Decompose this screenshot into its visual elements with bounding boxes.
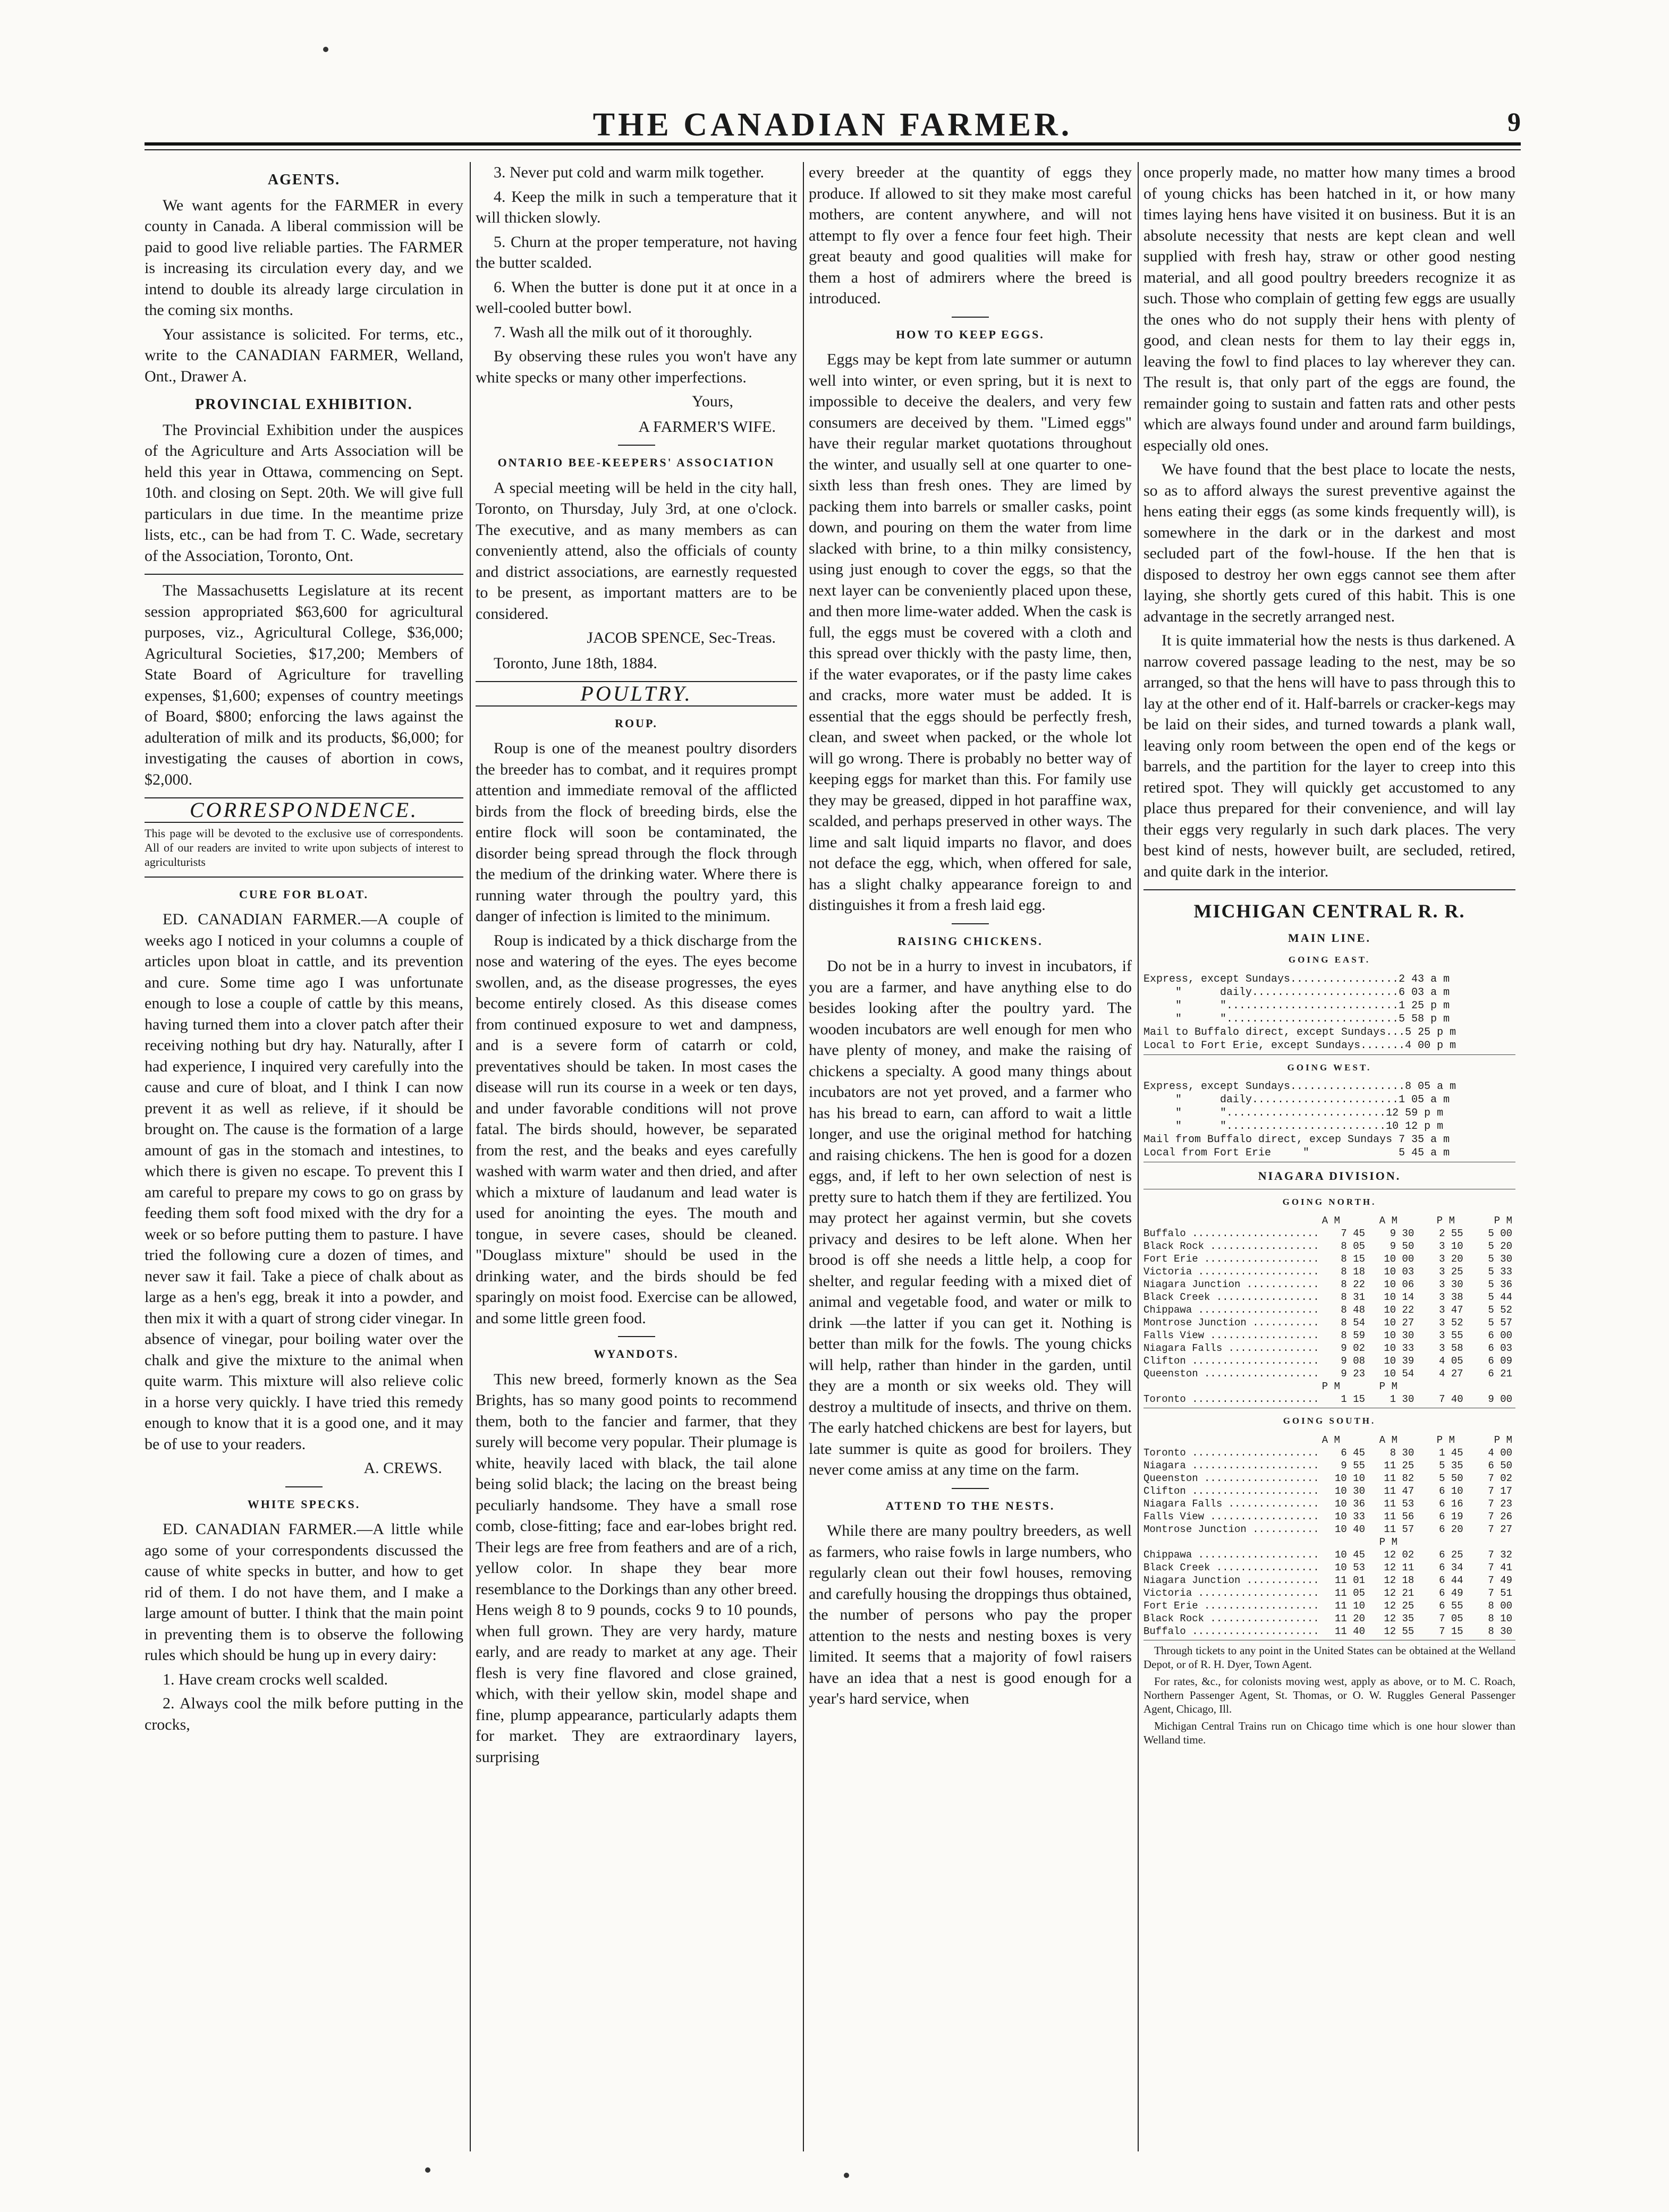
section-rule (1143, 889, 1515, 890)
departure-time: 8 31 (1341, 1291, 1365, 1303)
departure-time: 10 22 (1384, 1304, 1414, 1316)
departure-time: 7 27 (1488, 1523, 1513, 1535)
column-1 (145, 162, 463, 2151)
short-rule (952, 317, 989, 318)
nests-continued: once properly made, no matter how many times a brood of young chicks has been hatched in it, or how many times laying hens have visited it on business. But it is an absolute necessity that nests are kept clean and well supplied with fresh hay, straw or other good nesting material, and all good poultry breeders recognize it as such. Those who complain of getting few eggs are usually the ones who do not supply their hens with plenty of good, and clean nests for them to lay their eggs in, leaving the fowl to find places to lay wherever they can. The result is, that only part of the eggs are found, the remainder going to sustain and fatten rats and other pests which are always found under and around farm buildings, especially old ones. (1143, 164, 1515, 454)
departure-time: 10 39 (1384, 1355, 1414, 1367)
departure-time: 11 82 (1384, 1472, 1414, 1484)
short-rule (952, 923, 989, 924)
departure-time: 5 50 (1439, 1472, 1463, 1484)
station-name: Fort Erie ................... (1143, 1600, 1319, 1612)
departure-time: 10 14 (1384, 1291, 1414, 1303)
timetable-row (1143, 1393, 1515, 1406)
departure-time: 12 25 (1384, 1600, 1414, 1612)
timetable-row (1143, 1342, 1515, 1355)
departure-time: 6 20 (1439, 1523, 1463, 1535)
departure-time: 8 15 (1341, 1253, 1365, 1265)
section-rule (145, 574, 463, 575)
station-name: Niagara Junction ............ (1143, 1574, 1319, 1586)
timetable-row (1143, 1549, 1515, 1561)
timetable-row (1143, 1587, 1515, 1600)
period-label: P M (1379, 1381, 1397, 1392)
departure-time: P M (1436, 1434, 1455, 1446)
departure-time: 10 27 (1384, 1317, 1414, 1329)
departure-time: 8 00 (1488, 1600, 1513, 1612)
departure-time: 5 57 (1488, 1317, 1513, 1329)
departure-time: 1 15 (1341, 1393, 1365, 1405)
departure-time: 6 55 (1439, 1600, 1463, 1612)
print-speck (844, 2173, 849, 2178)
timetable-note: Michigan Central Trains run on Chicago time which is one hour slower than Welland time. (1143, 1719, 1515, 1746)
agents-paragraph: Your assistance is solicited. For terms, etc., write to the CANADIAN FARMER, Welland, Ont., Drawer A. (145, 325, 463, 385)
period-label: P M (1321, 1381, 1340, 1392)
masthead (145, 106, 1521, 143)
station-name: Falls View .................. (1143, 1510, 1319, 1522)
station-name (1143, 1214, 1286, 1227)
raising-chickens-heading: RAISING CHICKENS. (897, 934, 1043, 948)
departure-time: 5 33 (1488, 1266, 1513, 1278)
niagara-division-heading: NIAGARA DIVISION. (1258, 1169, 1401, 1182)
departure-time: A M (1379, 1434, 1397, 1446)
station-name: Clifton ..................... (1143, 1485, 1319, 1497)
departure-time: 6 44 (1439, 1574, 1463, 1586)
nests-paragraph: It is quite immaterial how the nests is thus darkened. A narrow covered passage leading to the nest, may be so arranged, so that the hens will have to pass through this to lay at the other end of it. Half-barrels or cracker-kegs may be laid on their sides, and turned towards a plank wall, leaving only room between the open end of the kegs or barrels, and the partition for the layer to creep into this retired spot. They will quickly get accustomed to any place thus prepared for their convenience, and will lay their eggs very regularly in such dark places. The very best kind of nests, however built, are secluded, retired, and quite dark in the interior. (1143, 632, 1515, 880)
timetable-row (1143, 1447, 1515, 1459)
timetable-row (1143, 1214, 1515, 1227)
station-name: Queenston ................... (1143, 1472, 1319, 1484)
white-specks-paragraph: ED. CANADIAN FARMER.—A little while ago some of your correspondents discussed the cause of white specks in butter, and how to get rid of them. I do not have them, and I make a large amount of butter. I think that the main point in preventing them is to observe the following rules which should be hung up in every dairy: (145, 1520, 463, 1664)
section-rule (145, 877, 463, 878)
timetable-row (1143, 1498, 1515, 1510)
departure-time: 8 05 (1341, 1240, 1365, 1252)
departure-time: 3 38 (1439, 1291, 1463, 1303)
spacer (1458, 1380, 1515, 1393)
departure-time: 12 55 (1384, 1625, 1414, 1637)
departure-time: 9 00 (1488, 1393, 1513, 1405)
short-rule (618, 445, 655, 446)
timetable-row (1143, 1510, 1515, 1523)
poultry-heading: POULTRY. (476, 681, 797, 707)
departure-time: 3 20 (1439, 1253, 1463, 1265)
departure-time: 1 30 (1390, 1393, 1414, 1405)
short-rule (285, 1486, 323, 1487)
timetable-row (1143, 1316, 1515, 1329)
departure-time: 10 54 (1384, 1368, 1414, 1380)
departure-time: 5 35 (1439, 1459, 1463, 1471)
masthead-title: THE CANADIAN FARMER. (592, 107, 1073, 143)
station-name: Buffalo ..................... (1143, 1625, 1319, 1637)
departure-time: 8 22 (1341, 1279, 1365, 1290)
timetable-row: Express, except Sundays.................2 43 a m (1143, 973, 1450, 985)
departure-time: 9 55 (1341, 1459, 1365, 1471)
departure-time: 7 40 (1439, 1393, 1463, 1405)
departure-time: 10 10 (1334, 1472, 1365, 1484)
departure-time: 7 26 (1488, 1510, 1513, 1522)
timetable-row (1143, 1291, 1515, 1304)
station-name: Niagara ..................... (1143, 1459, 1319, 1471)
departure-time: 6 00 (1488, 1330, 1513, 1341)
timetable-row: Local from Fort Erie " 5 45 a m (1143, 1147, 1450, 1159)
timetable-title: MICHIGAN CENTRAL R. R. (1193, 900, 1465, 922)
print-speck (425, 2167, 430, 2173)
spacer (1286, 1536, 1343, 1549)
column-4 (1143, 162, 1515, 2151)
station-name: Toronto ..................... (1143, 1393, 1319, 1405)
station-name: Niagara Falls ............... (1143, 1498, 1319, 1510)
station-name: Buffalo ..................... (1143, 1228, 1319, 1239)
departure-time: 11 40 (1334, 1625, 1365, 1637)
agents-heading: AGENTS. (267, 172, 341, 188)
dairy-rule: 4. Keep the milk in such a temperature that it will thicken slowly. (476, 188, 797, 226)
departure-time: 4 27 (1439, 1368, 1463, 1380)
white-specks-rule: 2. Always cool the milk before putting in the crocks, (145, 1695, 463, 1733)
departure-time: 7 15 (1439, 1625, 1463, 1637)
agents-paragraph: We want agents for the FARMER in every county in Canada. A liberal commission will be paid to good live reliable parties. The FARMER is increasing its circulation every day, and we intend to double its already large circulation in the coming six months. (145, 196, 463, 319)
timetable-row: " "...........................1 25 p m (1143, 999, 1450, 1012)
timetable-row: Mail to Buffalo direct, except Sundays...5 25 p m (1143, 1026, 1456, 1039)
departure-time: 7 49 (1488, 1574, 1513, 1586)
departure-time: 10 45 (1334, 1549, 1365, 1561)
departure-time: 12 35 (1384, 1612, 1414, 1624)
station-name (1143, 1434, 1286, 1447)
station-name: Clifton ..................... (1143, 1355, 1319, 1367)
timetable-row (1143, 1625, 1515, 1638)
spacer (1458, 1536, 1515, 1549)
wyandots-heading: WYANDOTS. (594, 1347, 679, 1360)
print-speck (323, 47, 328, 52)
departure-time: 5 20 (1488, 1240, 1513, 1252)
timetable-row: " daily.......................6 03 a m (1143, 986, 1450, 999)
departure-time: 11 20 (1334, 1612, 1365, 1624)
departure-time: 5 30 (1488, 1253, 1513, 1265)
departure-time: 6 45 (1341, 1447, 1365, 1459)
departure-time: A M (1379, 1215, 1397, 1227)
departure-time: 7 23 (1488, 1498, 1513, 1510)
departure-time: 1 45 (1439, 1447, 1463, 1459)
roup-heading: ROUP. (615, 716, 658, 730)
departure-time: 10 03 (1384, 1266, 1414, 1278)
column-2 (476, 162, 797, 2151)
departure-time: 6 34 (1439, 1561, 1463, 1573)
main-line-heading: MAIN LINE. (1288, 931, 1371, 945)
departure-time: 3 30 (1439, 1279, 1463, 1290)
timetable-row (1143, 1265, 1515, 1278)
departure-time: 10 30 (1384, 1330, 1414, 1341)
departure-time: 5 52 (1488, 1304, 1513, 1316)
going-north-heading: GOING NORTH. (1282, 1196, 1377, 1207)
departure-time: 8 48 (1341, 1304, 1365, 1316)
table-rule (1143, 1054, 1515, 1055)
page-number: 9 (1507, 107, 1521, 137)
bee-keepers-date: Toronto, June 18th, 1884. (494, 654, 657, 672)
station-name: Chippawa .................... (1143, 1549, 1319, 1561)
yours: Yours, (692, 393, 733, 410)
departure-time: 10 30 (1334, 1485, 1365, 1497)
column-divider (803, 162, 804, 2151)
departure-time: 6 21 (1488, 1368, 1513, 1380)
station-name: Black Creek ................. (1143, 1291, 1319, 1303)
timetable-row (1143, 1329, 1515, 1342)
departure-time: 3 25 (1439, 1266, 1463, 1278)
departure-time: 4 00 (1488, 1447, 1513, 1459)
bee-keepers-signature: JACOB SPENCE, Sec-Treas. (587, 629, 776, 646)
departure-time: 6 50 (1488, 1459, 1513, 1471)
dairy-closing: By observing these rules you won't have any white specks or many other imperfections. (476, 347, 797, 386)
station-name: Toronto ..................... (1143, 1447, 1319, 1459)
provincial-exhibition-heading: PROVINCIAL EXHIBITION. (195, 396, 413, 413)
timetable-row (1143, 1355, 1515, 1367)
short-rule (952, 1488, 989, 1489)
timetable-note: For rates, &c., for colonists moving west, apply as above, or to M. C. Roach, Northern Passenger Agent, St. Thomas, or O. W. Ruggles General Passenger Agent, Chicago, Ill. (1143, 1674, 1515, 1715)
departure-time: 11 25 (1384, 1459, 1414, 1471)
going-east-heading: GOING EAST. (1288, 955, 1371, 965)
departure-time: 10 00 (1384, 1253, 1414, 1265)
departure-time: 10 40 (1334, 1523, 1365, 1535)
spacer (1401, 1380, 1458, 1393)
timetable-row (1143, 1612, 1515, 1625)
departure-time: 7 41 (1488, 1561, 1513, 1573)
masthead-rule-thick (145, 142, 1521, 146)
departure-time: 10 06 (1384, 1279, 1414, 1290)
timetable-row: " ".........................12 59 p m (1143, 1107, 1444, 1119)
attend-nests-paragraph: While there are many poultry breeders, as well as farmers, who raise fowls in large numbers, who regularly clean out their fowl houses, removing and carefully housing the droppings thus obtained, the number of persons who pay the proper attention to the nests and nesting boxes is very limited. It seems that a majority of fowl raisers have an idea that a nest is good enough for a year's hard service, when (809, 1522, 1132, 1707)
departure-time: 8 10 (1488, 1612, 1513, 1624)
departure-time: A M (1321, 1434, 1340, 1446)
keep-eggs-heading: HOW TO KEEP EGGS. (896, 327, 1045, 341)
dairy-rule: 7. Wash all the milk out of it thoroughly. (494, 323, 752, 341)
wyandots-paragraph: This new breed, formerly known as the Sea Brights, has so many good points to recommend them, both to the fancier and farmer, that they surely will become very popular. Their plumage is white, heavily laced with black, the tail alone being solid black; the lacing on the breast being peculiarly handsome. They have a small rose comb, close-fitting; face and ear-lobes bright red. Their legs are free from feathers and are of a rich, yellow color. In shape they bear more resemblance to the Dorkings than any other breed. Hens weigh 8 to 9 pounds, cocks 9 to 10 pounds, when full grown. They are very hardy, mature early, and are ready to market at any age. Their flesh is very fine flavored and close grained, which, with their yellow skin, model shape and fine, plump appearance, particularly adapts them for market. They are extraordinary layers, surprising (476, 1370, 797, 1766)
station-name: Black Rock .................. (1143, 1612, 1319, 1624)
timetable-row (1143, 1523, 1515, 1536)
departure-time: 5 36 (1488, 1279, 1513, 1290)
departure-time: 6 10 (1439, 1485, 1463, 1497)
timetable-note: Through tickets to any point in the United States can be obtained at the Welland Depot, or of R. H. Dyer, Town Agent. (1143, 1644, 1515, 1671)
departure-time: A M (1321, 1215, 1340, 1227)
station-name: Victoria .................... (1143, 1266, 1319, 1278)
roup-paragraph: Roup is one of the meanest poultry disorders the breeder has to combat, and it requires prompt attention and immediate removal of the afflicted birds from the flock of breeding birds, else the entire flock will soon be contaminated, the disorder being spread through the flock through the medium of the drinking water. Where there is running water through the poultry yard, this danger of infection is limited to the minimum. (476, 739, 797, 925)
departure-time: 7 05 (1439, 1612, 1463, 1624)
white-specks-rule: 1. Have cream crocks well scalded. (163, 1670, 388, 1688)
bee-keepers-heading: ONTARIO BEE-KEEPERS' ASSOCIATION (497, 456, 775, 469)
timetable-row (1143, 1253, 1515, 1265)
timetable-row (1143, 1536, 1515, 1549)
station-name (1143, 1536, 1286, 1549)
departure-time: 6 03 (1488, 1342, 1513, 1354)
timetable-row (1143, 1459, 1515, 1472)
departure-time: 10 36 (1334, 1498, 1365, 1510)
going-south-heading: GOING SOUTH. (1283, 1416, 1376, 1426)
departure-time: 6 16 (1439, 1498, 1463, 1510)
west-table (1143, 1080, 1515, 1160)
departure-time: 3 10 (1439, 1240, 1463, 1252)
wyandots-continued: every breeder at the quantity of eggs they produce. If allowed to sit they make most careful mothers, are content anywhere, and will not attempt to fly over a fence four feet high. Their great beauty and good qualities will make for them a host of admirers where the breed is introduced. (809, 164, 1132, 307)
departure-time: 9 08 (1341, 1355, 1365, 1367)
departure-time: 12 11 (1384, 1561, 1414, 1573)
departure-time: 3 47 (1439, 1304, 1463, 1316)
dairy-rule: 3. Never put cold and warm milk together. (494, 164, 765, 181)
timetable-row: " ".........................10 12 p m (1143, 1120, 1444, 1133)
cure-for-bloat-paragraph: ED. CANADIAN FARMER.—A couple of weeks ago I noticed in your columns a couple of articles upon bloat in cattle, and its prevention and cure. Some time ago I was unfortunate enough to lose a couple of cattle by this means, having turned them into a clover patch after their receiving nothing but dry hay. Naturally, after I had experience, I inquired very carefully into the cause and cure of bloat, and I think I can now prevent it as well as relieve, if it should be brought on. The cause is the formation of a large amount of gas in the stomach and intestines, to which there is given no escape. To prevent this I am careful to prepare my cows to go on grass by feeding them soft food mixed with the dry for a week or so before putting them to pasture. I have tried the following cure a dozen of times, and never saw it fail. Take a piece of chalk about as large as a hen's egg, break it into a powder, and then mix it with a quart of strong cider vinegar. In absence of vinegar, pour boiling water over the chalk and give the mixture to the animal when quite warm. This mixture will also relieve colic in a horse very quickly. I have tried this remedy enough to know that it is a good one, and it may be of use to your readers. (145, 911, 463, 1453)
timetable-row (1143, 1367, 1515, 1380)
dairy-rule: 6. When the butter is done put it at once in a well-cooled butter bowl. (476, 278, 797, 317)
timetable-row (1143, 1380, 1515, 1393)
departure-time: 7 17 (1488, 1485, 1513, 1497)
departure-time: 11 10 (1334, 1600, 1365, 1612)
timetable-row: Express, except Sundays..................8 05 a m (1143, 1081, 1456, 1093)
white-specks-heading: WHITE SPECKS. (247, 1497, 361, 1511)
departure-time: 11 01 (1334, 1574, 1365, 1586)
departure-time: 10 33 (1334, 1510, 1365, 1522)
timetable-row (1143, 1561, 1515, 1574)
bee-keepers-paragraph: A special meeting will be held in the city hall, Toronto, on Thursday, July 3rd, at one o'clock. The executive, and as many members as can conveniently attend, also the officials of county and district associations, are earnestly requested to be present, as important matters are to be considered. (476, 479, 797, 623)
correspondence-heading: CORRESPONDENCE. (145, 797, 463, 823)
station-name: Chippawa .................... (1143, 1304, 1319, 1316)
departure-time: 3 52 (1439, 1317, 1463, 1329)
departure-time: 9 30 (1390, 1228, 1414, 1239)
timetable-row (1143, 1304, 1515, 1316)
departure-time: 8 30 (1390, 1447, 1414, 1459)
station-name: Niagara Junction ............ (1143, 1279, 1319, 1290)
departure-time: 9 23 (1341, 1368, 1365, 1380)
nests-paragraph: We have found that the best place to locate the nests, so as to afford always the surest preventive against the hens eating their eggs (as some kinds frequently will), is somewhere in the dark or in the darkest and most secluded part of the fowl-house. If the hen that is disposed to destroy her own eggs cannot see them after laying, she shortly gets cured of this habit. This is one advantage in the secretly arranged nest. (1143, 461, 1515, 625)
station-name: Queenston ................... (1143, 1368, 1319, 1380)
departure-time: 8 54 (1341, 1317, 1365, 1329)
south-table (1143, 1434, 1515, 1638)
station-name: Niagara Falls ............... (1143, 1342, 1319, 1354)
station-name: Falls View .................. (1143, 1330, 1319, 1341)
farmers-wife-signature: A FARMER'S WIFE. (638, 418, 776, 436)
departure-time: 8 59 (1341, 1330, 1365, 1341)
departure-time: 6 09 (1488, 1355, 1513, 1367)
cure-for-bloat-heading: CURE FOR BLOAT. (239, 887, 369, 901)
station-name: Black Creek ................. (1143, 1561, 1319, 1573)
departure-time: 11 53 (1384, 1498, 1414, 1510)
masthead-rule-thin (145, 149, 1521, 150)
timetable-row: " daily.......................1 05 a m (1143, 1094, 1450, 1106)
timetable-row (1143, 1574, 1515, 1587)
departure-time: 8 18 (1341, 1266, 1365, 1278)
departure-time: 7 32 (1488, 1549, 1513, 1561)
departure-time: 3 58 (1439, 1342, 1463, 1354)
bloat-signature: A. CREWS. (363, 1459, 442, 1477)
departure-time: P M (1494, 1215, 1512, 1227)
station-name (1143, 1380, 1286, 1393)
timetable-row (1143, 1600, 1515, 1612)
timetable-row: Local to Fort Erie, except Sundays.......4 00 p m (1143, 1039, 1456, 1052)
departure-time: 10 33 (1384, 1342, 1414, 1354)
dairy-rule: 5. Churn at the proper temperature, not having the butter scalded. (476, 233, 797, 271)
departure-time: 5 00 (1488, 1228, 1513, 1239)
period-label: P M (1379, 1536, 1397, 1548)
timetable-row (1143, 1240, 1515, 1253)
departure-time: 12 21 (1384, 1587, 1414, 1599)
departure-time: 11 56 (1384, 1510, 1414, 1522)
departure-time: 4 05 (1439, 1355, 1463, 1367)
station-name: Montrose Junction ........... (1143, 1523, 1319, 1535)
railroad-timetable (1143, 901, 1515, 1747)
column-divider (470, 162, 471, 2151)
departure-time: 8 30 (1488, 1625, 1513, 1637)
timetable-row: Mail from Buffalo direct, excep Sundays 7 35 a m (1143, 1134, 1450, 1146)
departure-time: P M (1494, 1434, 1512, 1446)
spacer (1401, 1536, 1458, 1549)
station-name: Fort Erie ................... (1143, 1253, 1319, 1265)
departure-time: P M (1436, 1215, 1455, 1227)
north-table (1143, 1214, 1515, 1406)
provincial-exhibition-paragraph: The Provincial Exhibition under the auspices of the Agriculture and Arts Association will be held this year in Ottawa, commencing on Sept. 10th. and closing on Sept. 20th. We will give full particulars in due time. In the meantime prize lists, etc., can be had from T. C. Wade, secretary of the Association, Toronto, Ont. (145, 421, 463, 565)
short-rule (618, 1336, 655, 1337)
timetable-row (1143, 1278, 1515, 1291)
station-name: Montrose Junction ........... (1143, 1317, 1319, 1329)
raising-chickens-paragraph: Do not be in a hurry to invest in incubators, if you are a farmer, and have anything else to do besides looking after the poultry yard. The wooden incubators are well enough for men who have plenty of money, and make the raising of chickens a specialty. A good many things about incubators are not yet proved, and a farmer who has his bread to earn, can afford to wait a little longer, and use the original method for hatching and raising chickens. The hen is good for a dozen eggs, and, if left to her own selection of nest is pretty sure to hatch them if they are fertilized. You may protect her against vermin, but she covets privacy and desires to be left alone. When her brood is off she needs a little help, a coop for shelter, and regular feeding with a mixed diet of animal and vegetable food, and water or milk to drink —the latter if you can get it. Nothing is better than milk for the fowls. The young chicks will help, rather than hinder in the garden, until they are a month or six weeks old. They will destroy a multitude of insects, and thrive on them. The early hatched chickens are best for layers, but late summer is quite as good for broilers. They never come amiss at any time on the farm. (809, 957, 1132, 1478)
departure-time: 7 45 (1341, 1228, 1365, 1239)
timetable-row (1143, 1227, 1515, 1240)
going-west-heading: GOING WEST. (1287, 1062, 1372, 1073)
roup-paragraph: Roup is indicated by a thick discharge from the nose and watering of the eyes. The eyes become swollen, and, as the disease progresses, the eyes become entirely closed. As this disease comes from continued exposure to wet and dampness, and is a severe form of catarrh or cold, preventatives should be taken. In most cases the disease will run its course in a week or ten days, and under favorable conditions will not prove fatal. The birds should, however, be separated from the rest, and the beaks and eyes carefully washed with warm water and then dried, and after which a mixture of laudanum and lead water is used for anointing the eyes. The mouth and tongue, in severe cases, should be cleaned. "Douglass mixture" should be used in the drinking water, and the birds should be fed sparingly on moist food. Exercise can be allowed, and some little green food. (476, 931, 797, 1327)
departure-time: 2 55 (1439, 1228, 1463, 1239)
attend-nests-heading: ATTEND TO THE NESTS. (885, 1499, 1055, 1512)
keep-eggs-paragraph: Eggs may be kept from late summer or autumn well into winter, or even spring, but it is next to impossible to deceive the dealers, and very few consumers are deceived by them. "Limed eggs" have their regular market quotations throughout the winter, and usually sell at one quarter to one-sixth less than fresh ones. They are limed by packing them into barrels or smaller casks, point down, and pouring on them the water from lime slacked with brine, to a thin milky consistency, using just enough to cover the eggs, so that the next layer can be conveniently placed upon these, and then more lime-water added. When the cask is full, the eggs must be covered with a cloth and this spread over thickly with the pasty lime, then, if the water evaporates, or if the pasty lime cakes and cracks, more water must be added. It is essential that the eggs should be perfectly fresh, clean, and sweet when packed, or the whole lot will go wrong. There is probably no better way of keeping eggs for market than this. For family use they may be greased, dipped in hot paraffine wax, scalded, and perhaps preserved in other ways. The lime and salt liquid imparts no flavor, and does not deface the egg, which, when offered for sale, has a slight chalky appearance foreign to and distinguishes it from a fresh laid egg. (809, 351, 1132, 914)
departure-time: 6 19 (1439, 1510, 1463, 1522)
departure-time: 7 02 (1488, 1472, 1513, 1484)
departure-time: 12 18 (1384, 1574, 1414, 1586)
column-divider (1138, 162, 1139, 2151)
departure-time: 9 50 (1390, 1240, 1414, 1252)
massachusetts-paragraph: The Massachusetts Legislature at its recent session appropriated $63,600 for agricultural purposes, viz., Agricultural College, $36,000; Agricultural Societies, $17,200; Members of State Board of Agriculture for travelling expenses, $1,600; expenses of country meetings of Board, $800; enforcing the laws against the adulteration of milk and its products, $6,000; for investigating the causes of abortion in cows, $2,000. (145, 582, 463, 788)
departure-time: 12 02 (1384, 1549, 1414, 1561)
departure-time: 9 02 (1341, 1342, 1365, 1354)
departure-time: 5 44 (1488, 1291, 1513, 1303)
departure-time: 7 51 (1488, 1587, 1513, 1599)
timetable-row (1143, 1485, 1515, 1498)
column-3 (809, 162, 1132, 2151)
departure-time: 11 47 (1384, 1485, 1414, 1497)
departure-time: 11 57 (1384, 1523, 1414, 1535)
timetable-row (1143, 1434, 1515, 1447)
departure-time: 10 53 (1334, 1561, 1365, 1573)
departure-time: 11 05 (1334, 1587, 1365, 1599)
timetable-row: " "...........................5 58 p m (1143, 1013, 1450, 1025)
departure-time: 6 49 (1439, 1587, 1463, 1599)
departure-time: 3 55 (1439, 1330, 1463, 1341)
east-table (1143, 973, 1515, 1052)
departure-time: 6 25 (1439, 1549, 1463, 1561)
station-name: Black Rock .................. (1143, 1240, 1319, 1252)
station-name: Victoria .................... (1143, 1587, 1319, 1599)
timetable-row (1143, 1472, 1515, 1485)
correspondence-note: This page will be devoted to the exclusive use of correspondents. All of our readers are invited to write upon subjects of interest to agriculturists (145, 826, 463, 869)
